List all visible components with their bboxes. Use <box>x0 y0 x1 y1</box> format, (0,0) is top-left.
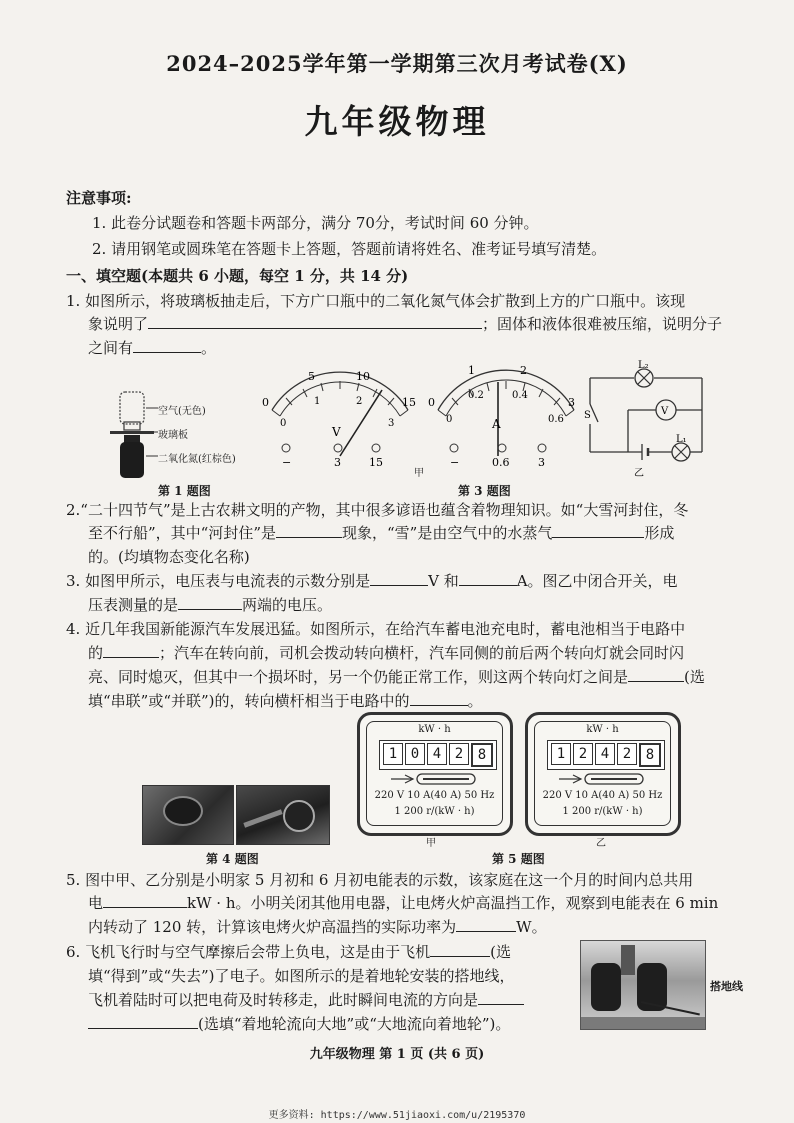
q4-text-c: 亮、同时熄灭，但其中一个损坏时，另一个仍能正常工作，则这两个转向灯之间是 <box>88 668 629 686</box>
circuit-label-s: S <box>584 410 591 421</box>
q6-blank-3[interactable] <box>88 1012 198 1029</box>
q2-blank-1[interactable] <box>276 521 342 538</box>
a-tick-inner-0: 0 <box>446 414 453 425</box>
q4-line2 <box>88 641 684 665</box>
q2-blank-2[interactable] <box>552 521 644 538</box>
fig6-label-ground-wire: 搭地线 <box>710 980 743 993</box>
v-tick-inner-2: 2 <box>356 396 363 407</box>
meter-yi-spec2: 1 200 r/(kW · h) <box>562 806 643 817</box>
q4-blank-1[interactable] <box>103 641 159 658</box>
v-tick-inner-0: 0 <box>280 418 287 429</box>
fig5-caption: 第 5 题图 <box>492 852 545 866</box>
v-tick-outer-1: 5 <box>308 370 315 383</box>
meter-jia-disc-icon <box>391 772 481 786</box>
q6-text-c: 飞机着陆时可以把电荷及时转移走，此时瞬间电流的方向是 <box>88 991 479 1009</box>
q1-blank-1[interactable] <box>148 312 482 329</box>
q3-blank-3[interactable] <box>178 593 242 610</box>
meter-jia-digit: 1 <box>383 743 403 765</box>
q5-text-b: kW · h。小明关闭其他用电器，让电烤火炉高温挡工作，观察到电能表在 6 min <box>187 894 719 912</box>
q4-line3 <box>88 665 705 689</box>
q4-text-e: 填“串联”或“并联”)的，转向横杆相当于电路中的 <box>88 692 410 710</box>
q2-line1: 2.“二十四节气”是上古农耕文明的产物，其中很多谚语也蕴含着物理知识。如“大雪河封住，冬 <box>66 501 689 519</box>
v-tick-inner-3: 3 <box>388 418 395 429</box>
q6-line2: 填“得到”或“失去”)了电子。如图所示的是着地轮安装的搭地线， <box>88 967 515 985</box>
q1-line3 <box>88 336 216 360</box>
q4-blank-3[interactable] <box>410 689 468 706</box>
q1-text-b: ；固体和液体很难被压缩，说明分子 <box>482 315 723 333</box>
meter-yi-digit: 8 <box>639 743 661 767</box>
source-link[interactable]: 更多资料: https://www.51jiaoxi.com/u/2195370 <box>268 1110 526 1121</box>
q4-blank-2[interactable] <box>628 665 684 682</box>
meter-jia-spec1: 220 V 10 A(40 A) 50 Hz <box>374 790 495 801</box>
voltmeter-symbol: V <box>332 425 341 439</box>
fig1-leader-lines <box>146 400 158 460</box>
notes-item-1: 1. 此卷分试题卷和答题卡两部分，满分 70分，考试时间 60 分钟。 <box>92 214 539 232</box>
a-tick-outer-2: 2 <box>520 364 527 377</box>
section-heading: 一、填空题(本题共 6 小题，每空 1 分，共 14 分) <box>66 267 409 285</box>
q5-blank-1[interactable] <box>103 891 187 908</box>
q6-blank-1[interactable] <box>430 940 490 957</box>
a-terminal-neg: − <box>450 456 460 469</box>
q2-text-b: 现象，“雪”是由空气中的水蒸气 <box>342 524 553 542</box>
q3-blank-2[interactable] <box>459 569 517 586</box>
meter-jia-unit: kW · h <box>418 724 451 735</box>
q5-line2 <box>88 891 718 915</box>
q4-line4 <box>88 689 483 713</box>
q4-line1: 4. 近几年我国新能源汽车发展迅猛。如图所示，在给汽车蓄电池充电时，蓄电池相当于电路中 <box>66 620 686 638</box>
ammeter-symbol: A <box>492 417 501 431</box>
q4-text-d: (选 <box>684 668 705 686</box>
fig1-label-glass: 玻璃板 <box>158 430 188 441</box>
a-tick-inner-1: 0.2 <box>468 390 484 401</box>
q5-line3 <box>88 915 547 939</box>
q2-line3: 的。(均填物态变化名称) <box>88 548 250 566</box>
q5-text-d: W。 <box>516 918 547 936</box>
v-tick-outer-3: 15 <box>402 396 416 409</box>
q1-text-d: 。 <box>201 339 217 357</box>
q3-blank-1[interactable] <box>370 569 428 586</box>
q6-text-a: 6. 飞机飞行时与空气摩擦后会带上负电，这是由于飞机 <box>66 943 431 961</box>
meter-jia-digits <box>379 740 497 770</box>
meter-yi-digit: 4 <box>595 743 615 765</box>
q1-line1: 1. 如图所示，将玻璃板抽走后，下方广口瓶中的二氧化氮气体会扩散到上方的广口瓶中。该现 <box>66 292 686 310</box>
q2-line2 <box>88 521 674 545</box>
circuit-label-l2: L₂ <box>638 360 649 371</box>
page-footer: 九年级物理 第 1 页 (共 6 页) <box>309 1047 485 1062</box>
a-terminal-3: 3 <box>538 456 545 469</box>
q6-line1 <box>66 940 511 964</box>
q3-text-e: 两端的电压。 <box>242 596 333 614</box>
meter-yi-digits <box>547 740 665 770</box>
notes-item-2: 2. 请用钢笔或圆珠笔在答题卡上答题，答题前请将姓名、准考证号填写清楚。 <box>92 240 607 258</box>
meter-yi-digit: 1 <box>551 743 571 765</box>
a-tick-outer-1: 1 <box>468 364 475 377</box>
a-tick-inner-3: 0.6 <box>548 414 564 425</box>
meter-yi-unit: kW · h <box>586 724 619 735</box>
fig5-meter-jia <box>357 712 513 836</box>
fig3-ammeter <box>426 360 586 472</box>
fig4-photo-charging <box>142 785 234 845</box>
fig1-label-no2: 二氧化氮(红棕色) <box>158 454 236 465</box>
meter-yi-digit: 2 <box>617 743 637 765</box>
q1-line2 <box>88 312 722 336</box>
q2-text-c: 形成 <box>644 524 675 542</box>
fig1-label-air: 空气(无色) <box>158 406 206 417</box>
q5-text-a: 电 <box>88 894 104 912</box>
fig3-circuit <box>584 360 708 480</box>
meter-yi-disc-icon <box>559 772 649 786</box>
meter-yi-spec1: 220 V 10 A(40 A) 50 Hz <box>542 790 663 801</box>
q5-line1: 5. 图中甲、乙分别是小明家 5 月初和 6 月初电能表的示数，该家庭在这一个月的时间内总共用 <box>66 871 694 889</box>
fig1-caption: 第 1 题图 <box>158 484 211 498</box>
v-tick-outer-0: 0 <box>262 396 269 409</box>
v-tick-inner-1: 1 <box>314 396 321 407</box>
fig3-voltmeter <box>256 360 424 472</box>
q3-text-d: 压表测量的是 <box>88 596 179 614</box>
v-terminal-3: 3 <box>334 456 341 469</box>
a-tick-outer-0: 0 <box>428 396 435 409</box>
meter-jia-digit: 0 <box>405 743 425 765</box>
fig5-label-yi: 乙 <box>596 838 606 849</box>
fig5-label-jia: 甲 <box>426 838 436 849</box>
meter-jia-spec2: 1 200 r/(kW · h) <box>394 806 475 817</box>
q3-line1 <box>66 569 678 593</box>
q4-text-f: 。 <box>467 692 483 710</box>
circuit-voltmeter-symbol: V <box>661 406 669 417</box>
q1-text-a: 象说明了 <box>88 315 149 333</box>
q1-blank-2[interactable] <box>133 336 201 353</box>
meter-jia-digit: 4 <box>427 743 447 765</box>
fig6-landing-gear-photo <box>580 940 706 1030</box>
notes-heading: 注意事项: <box>66 189 132 207</box>
a-terminal-06: 0.6 <box>492 456 510 469</box>
fig5-meter-yi <box>525 712 681 836</box>
fig3-caption: 第 3 题图 <box>458 484 511 498</box>
exam-subject: 九年级物理 <box>304 102 490 141</box>
q5-blank-2[interactable] <box>456 915 516 932</box>
a-tick-inner-2: 0.4 <box>512 390 528 401</box>
q5-text-c: 内转动了 120 转，计算该电烤火炉高温挡的实际功率为 <box>88 918 457 936</box>
q3-text-c: A。图乙中闭合开关，电 <box>516 572 678 590</box>
q6-text-d: (选填“着地轮流向大地”或“大地流向着地轮”)。 <box>198 1015 511 1033</box>
q4-text-a: 的 <box>88 644 104 662</box>
q2-text-a: 至不行船”，其中“河封住”是 <box>88 524 277 542</box>
circuit-label-l1: L₁ <box>676 434 687 445</box>
a-tick-outer-3: 3 <box>568 396 575 409</box>
v-terminal-neg: − <box>282 456 292 469</box>
v-tick-outer-2: 10 <box>356 370 370 383</box>
meter-yi-digit: 2 <box>573 743 593 765</box>
v-terminal-15: 15 <box>369 456 383 469</box>
q6-line3 <box>88 988 524 1012</box>
q3-text-a: 3. 如图甲所示，电压表与电流表的示数分别是 <box>66 572 371 590</box>
q4-text-b: ；汽车在转向前，司机会拨动转向横杆，汽车同侧的前后两个转向灯就会同时闪 <box>159 644 685 662</box>
circuit-label-yi: 乙 <box>634 468 644 479</box>
exam-title: 2024–2025学年第一学期第三次月考试卷(X) <box>166 51 628 76</box>
q1-text-c: 之间有 <box>88 339 134 357</box>
q6-blank-2[interactable] <box>478 988 524 1005</box>
q3-line2 <box>88 593 332 617</box>
fig4-photo-lever <box>236 785 330 845</box>
meter-jia-digit: 2 <box>449 743 469 765</box>
q3-text-b: V 和 <box>428 572 459 590</box>
fig4-caption: 第 4 题图 <box>206 852 259 866</box>
meter-jia-digit: 8 <box>471 743 493 767</box>
q6-line4 <box>88 1012 510 1036</box>
fig3-label-jia: 甲 <box>414 468 424 479</box>
q6-text-b: (选 <box>490 943 511 961</box>
